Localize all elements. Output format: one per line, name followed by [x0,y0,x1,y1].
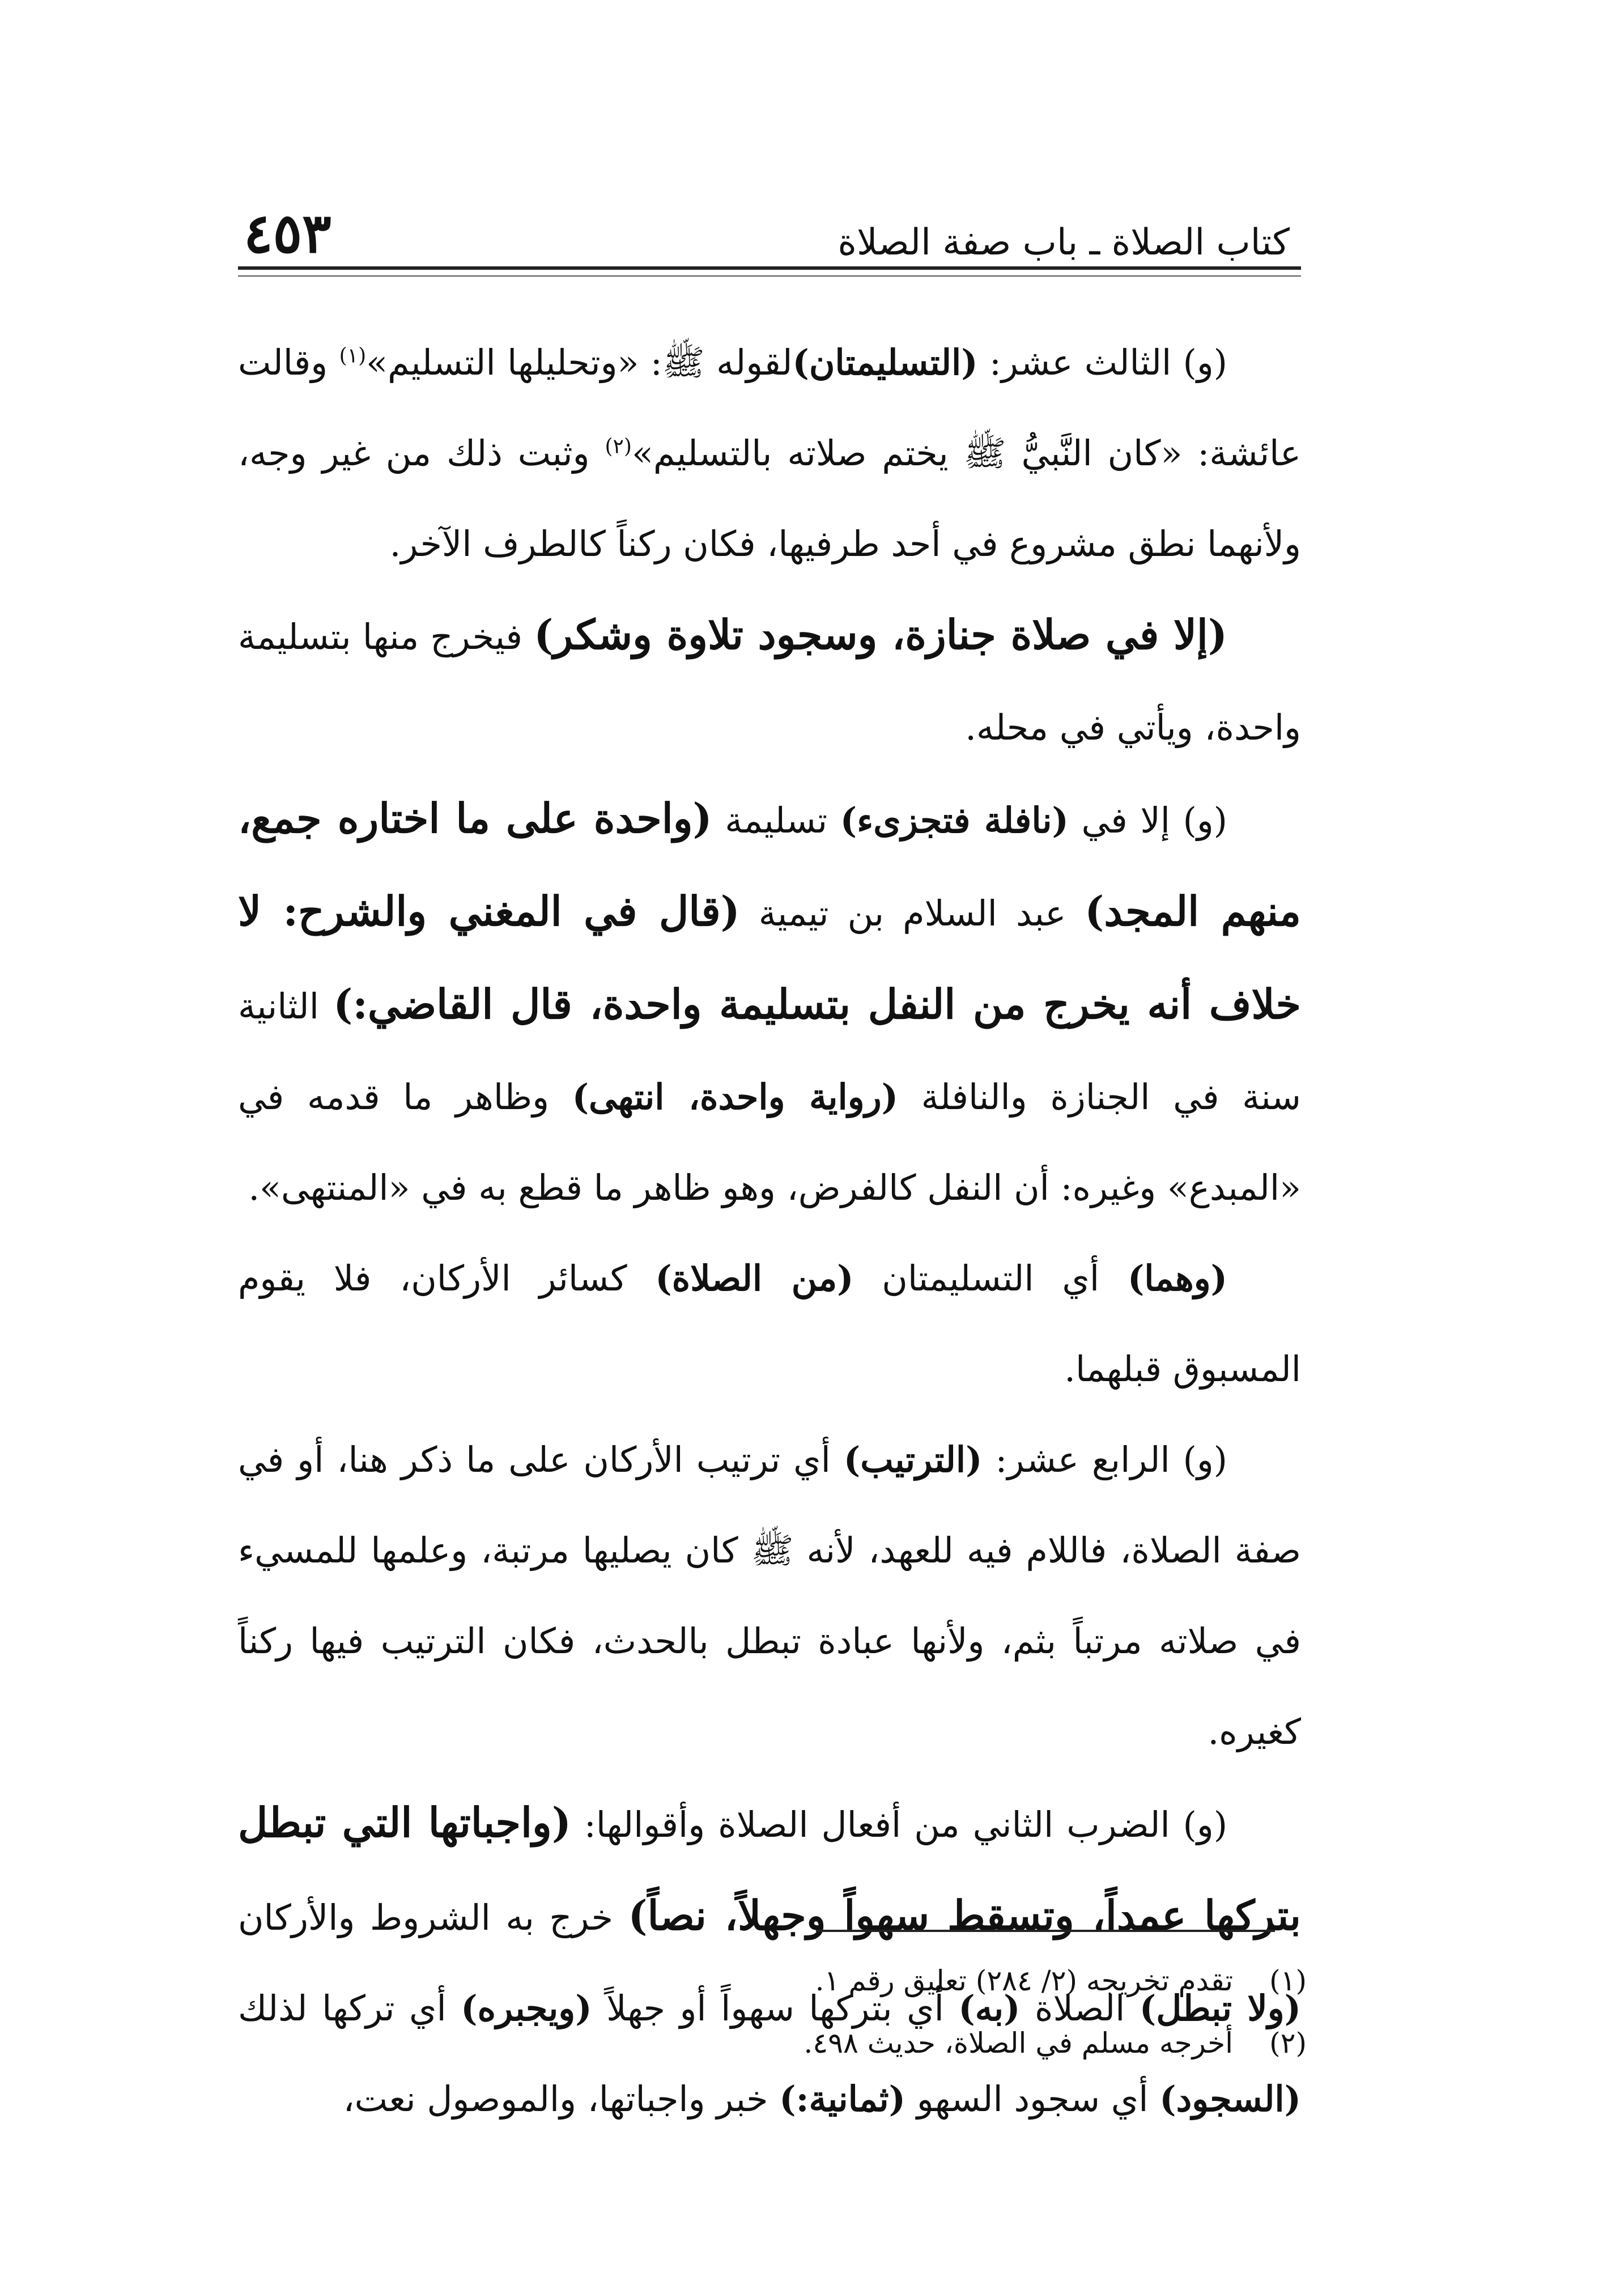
matn-text: (السجود) [1159,2078,1301,2120]
sharh-text: خرج به الشروط والأركان [238,1897,628,1938]
footnote-text: تقدم تخريجه (٢/ ٢٨٤) تعليق رقم ١. [815,1964,1233,1997]
matn-text: (رواية واحدة، انتهى) [572,1076,898,1118]
sharh-text: أي ترتيب الأركان على ما ذكر هنا، أو في صفة الصلاة، فاللام فيه للعهد، لأنه ﷺ كان يصليها مرتبة، وعلمها للمسيء في صلاته مرتباً بثم، ولأنها عبادة تبطل بالحدث، فكان الترتيب فيها ركناً كغيره. [238,1439,1301,1752]
sharh-text: الثانية سنة في الجنازة والنافلة [238,986,1302,1118]
footnote-text: أخرجه مسلم في الصلاة، حديث ٤٩٨. [804,2027,1233,2060]
sharh-text: وقالت عائشة: «كان النَّبيُّ ﷺ يختم صلاته بالتسليم» [238,342,1301,474]
matn-text: (ويجبره) [461,1988,592,2029]
paragraph [238,1233,1301,1415]
matn-text: (وهما) [1127,1258,1227,1299]
sharh-text: أي سجود السهو [905,2078,1160,2120]
sharh-text: عبد السلام بن تيمية [739,893,1085,934]
matn-text: (نافلة فتجزىء) [840,800,1069,841]
sharh-text: (و) الرابع عشر: [982,1439,1227,1480]
sharh-text: فيخرج منها بتسليمة واحدة، ويأتي في محله. [238,616,1301,748]
running-head: كتاب الصلاة ـ باب صفة الصلاة [837,222,1290,264]
matn-text: (واحدة على ما اختاره جمع، منهم المجد) [238,794,1301,935]
sharh-text: أي التسليمتان [853,1258,1128,1299]
page-header [238,187,1301,265]
matn-text: (به) [958,1988,1021,2029]
matn-text: (من الصلاة) [655,1258,854,1299]
sharh-text: كسائر الأركان، فلا يقوم المسبوق قبلهما. [238,1258,1301,1390]
matn-text: (ثمانية:) [779,2078,905,2120]
paragraph [238,1415,1301,1777]
sharh-text: لقوله ﷺ: «وتحليلها التسليم» [366,342,793,383]
page-number: ٤٥٣ [244,201,331,265]
matn-text: (التسليمتان) [792,342,978,383]
matn-text: (قال في المغني والشرح: لا خلاف أنه يخرج من النفل بتسليمة واحدة، قال القاضي:) [238,887,1301,1028]
header-rule [238,266,1301,277]
paragraph [238,589,1301,773]
footnote-number: (١) [1269,1964,1307,1997]
footnote-ref: (١) [339,344,367,368]
sharh-text: (و) إلا في [1068,800,1227,841]
sharh-text: تسليمة [712,800,840,841]
sharh-text: خبر واجباتها، والموصول نعت، [343,2078,780,2120]
matn-text: (واجباتها التي تبطل بتركها عمداً، وتسقط سهواً وجهلاً، نصاً) [238,1798,1302,1939]
sharh-text: وثبت ذلك من غير وجه، ولأنهما نطق مشروع في أحد طرفيها، فكان ركناً كالطرف الآخر. [238,432,1301,564]
footnote-number: (٢) [1269,2027,1307,2060]
paragraph [238,317,1301,589]
matn-text: (ولا تبطل) [1139,1988,1301,2029]
footnote [623,1950,1307,2012]
matn-text: (إلا في صلاة جنازة، وسجود تلاوة وشكر) [534,610,1227,659]
footnote-ref: (٢) [605,435,632,458]
sharh-text: (و) الثالث عشر: [977,342,1227,383]
paragraph [238,773,1301,1233]
footnote-separator [816,1930,1275,1932]
sharh-text: وظاهر ما قدمه في «المبدع» وغيره: أن النفل كالفرض، وهو ظاهر ما قطع به في «المنتهى». [238,1076,1301,1208]
sharh-text: أي تركها لذلك [238,1988,461,2029]
footnotes [623,1950,1307,2074]
body-text [238,317,1301,2145]
footnote [623,2012,1307,2074]
sharh-text: الصلاة [1020,1988,1140,2029]
sharh-text: أي بتركها سهواً أو جهلاً [592,1988,959,2029]
matn-text: (الترتيب) [843,1439,983,1480]
sharh-text: (و) الضرب الثاني من أفعال الصلاة وأقوالها: [571,1804,1228,1845]
